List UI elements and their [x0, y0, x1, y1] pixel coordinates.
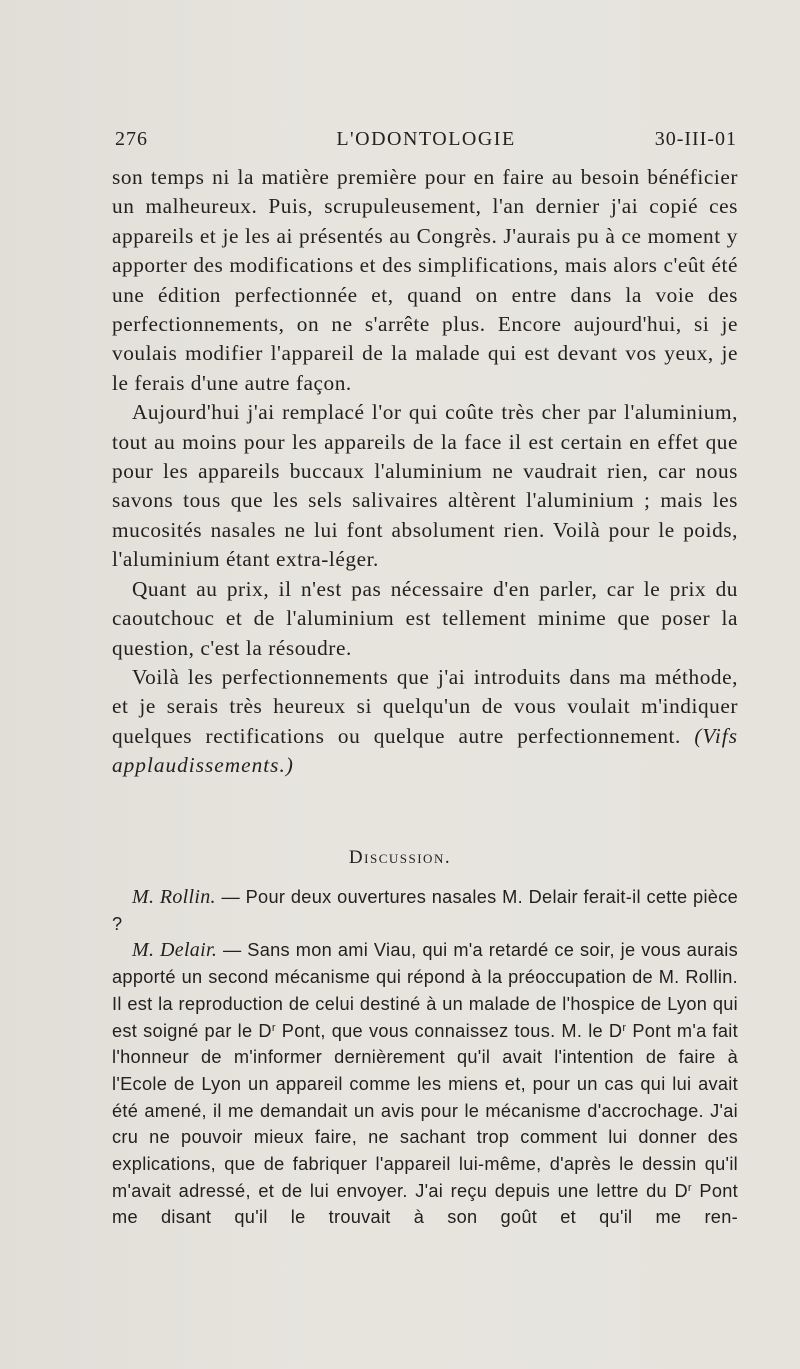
speaker-name: M. Delair.	[132, 939, 218, 962]
main-text	[112, 163, 738, 781]
section-heading: Discussion.	[348, 847, 452, 868]
em-dash: —	[215, 887, 246, 907]
discussion-exchange	[112, 937, 738, 1231]
paragraph: son temps ni la matière première pour en faire au besoin bénéficier un malheureux. Puis, scrupuleusement, l'an dernier j'ai copié ces appareils et je les ai présentés au Congrès. J'aurais pu à ce moment y apporter des modifications et des simplifications, mais alors c'eût été une édition perfectionnée et, quand on entre dans la voie des perfectionnements, on ne s'arrête plus. Encore aujourd'hui, si je voulais modifier l'appareil de la malade qui est devant vos yeux, je le ferais d'une autre façon.	[112, 165, 738, 395]
superscript: r	[271, 1021, 276, 1034]
running-header	[115, 128, 737, 158]
exchange-text: Pont me disant qu'il le trouvait à son goût et qu'il me ren-	[112, 1180, 738, 1228]
paragraph: Aujourd'hui j'ai remplacé l'or qui coûte très cher par l'aluminium, tout au moins pour les appareils de la face il est certain en effet que pour les appareils buccaux l'aluminium ne vaudrait rien, car nous savons tous que les sels salivaires altèrent l'aluminium ; mais les mucosités nasales ne lui font absolument rien. Voilà pour le poids, l'aluminium étant extra-léger.	[112, 400, 738, 572]
paragraph-text: Voilà les perfectionnements que j'ai introduits dans ma méthode, et je serais très heureux si quelqu'un de vous voulait m'indiquer quelques rectifications ou quelque autre perfectionnement.	[112, 664, 738, 748]
applause-note: (Vifs applaudissements.)	[112, 723, 738, 778]
superscript: r	[622, 1021, 627, 1034]
page-number: 276	[115, 128, 148, 150]
discussion-text	[112, 884, 738, 1231]
issue-date: 30-III-01	[654, 128, 737, 150]
speaker-name: M. Rollin.	[132, 886, 216, 908]
em-dash: —	[217, 940, 248, 961]
exchange-text: Pont m'a fait l'honneur de m'informer dernièrement qu'il avait l'intention de faire à l'Ecole de Lyon un appareil comme les miens et, pour un cas qui lui avait été amené, il me demandait un avis pour le mécanisme d'accrochage. J'ai cru ne pouvoir mieux faire, ne sachant trop comment lui donner des explications, que de fabriquer l'appareil lui-même, d'après le dessin qu'il m'avait adressé, et de lui envoyer. J'ai reçu depuis une lettre du D	[112, 1020, 738, 1201]
journal-title: L'ODONTOLOGIE	[336, 128, 516, 150]
paragraph: Quant au prix, il n'est pas nécessaire d'en parler, car le prix du caoutchouc et de l'aluminium est tellement minime que poser la question, c'est la résoudre.	[112, 576, 738, 660]
paragraph	[112, 663, 738, 781]
superscript: r	[687, 1181, 692, 1194]
discussion-exchange	[112, 884, 738, 937]
exchange-text: Pont, que vous connaissez tous. M. le D	[275, 1020, 623, 1041]
exchange-text: Sans mon ami Viau, qui m'a retardé ce soir, je vous aurais apporté un second mécanisme qui répond à la préoccupation de M. Rollin. Il est la reproduction de celui destiné à un malade de l'hospice de Lyon qui est soigné par le D	[112, 940, 738, 1041]
exchange-text: Pour deux ouvertures nasales M. Delair ferait-il cette pièce ?	[112, 887, 739, 934]
